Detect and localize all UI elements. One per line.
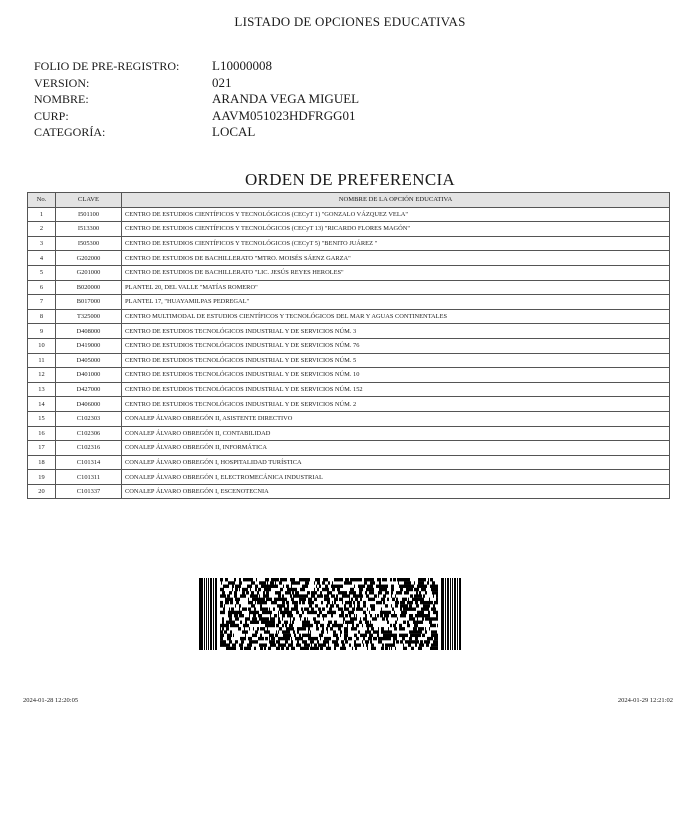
- table-row: [28, 280, 670, 295]
- row-key: D419000: [56, 338, 122, 353]
- table-row: [28, 236, 670, 251]
- column-header-no: No.: [28, 193, 56, 208]
- table-row: [28, 324, 670, 339]
- row-key: D427000: [56, 382, 122, 397]
- row-number: 15: [28, 411, 56, 426]
- table-row: [28, 222, 670, 237]
- document-title: LISTADO DE OPCIONES EDUCATIVAS: [234, 14, 466, 29]
- registration-info: [34, 58, 359, 141]
- row-option-name: CONALEP ÁLVARO OBREGÓN II, CONTABILIDAD: [122, 426, 670, 441]
- row-option-name: CONALEP ÁLVARO OBREGÓN I, HOSPITALIDAD TURÍSTICA: [122, 455, 670, 470]
- info-row-name: [34, 91, 359, 108]
- timestamp-right: 2024-01-29 12:21:02: [617, 697, 673, 704]
- row-option-name: CENTRO DE ESTUDIOS CIENTÍFICOS Y TECNOLÓGICOS (CECyT 13) "RICARDO FLORES MAGÓN": [122, 222, 670, 237]
- table-row: [28, 484, 670, 499]
- row-option-name: CONALEP ÁLVARO OBREGÓN I, ELECTROMECÁNICA INDUSTRIAL: [122, 470, 670, 485]
- info-value: L10000008: [212, 58, 272, 73]
- row-number: 14: [28, 397, 56, 412]
- table-row: [28, 470, 670, 485]
- row-option-name: CENTRO DE ESTUDIOS TECNOLÓGICOS INDUSTRIAL Y DE SERVICIOS NÚM. 10: [122, 368, 670, 383]
- row-number: 19: [28, 470, 56, 485]
- row-number: 10: [28, 338, 56, 353]
- row-key: I505300: [56, 236, 122, 251]
- table-row: [28, 368, 670, 383]
- row-number: 5: [28, 265, 56, 280]
- row-number: 13: [28, 382, 56, 397]
- row-key: C101337: [56, 484, 122, 499]
- row-key: G201000: [56, 265, 122, 280]
- row-option-name: PLANTEL 17, "HUAYAMILPAS PEDREGAL": [122, 295, 670, 310]
- table-row: [28, 397, 670, 412]
- table-row: [28, 251, 670, 266]
- row-key: C102306: [56, 426, 122, 441]
- row-key: I513300: [56, 222, 122, 237]
- row-option-name: CENTRO DE ESTUDIOS DE BACHILLERATO "MTRO. MOISÉS SÁENZ GARZA": [122, 251, 670, 266]
- preferences-table: [27, 192, 670, 499]
- table-row: [28, 207, 670, 222]
- row-number: 12: [28, 368, 56, 383]
- row-option-name: CENTRO DE ESTUDIOS TECNOLÓGICOS INDUSTRIAL Y DE SERVICIOS NÚM. 76: [122, 338, 670, 353]
- row-number: 7: [28, 295, 56, 310]
- row-option-name: CENTRO DE ESTUDIOS TECNOLÓGICOS INDUSTRIAL Y DE SERVICIOS NÚM. 3: [122, 324, 670, 339]
- row-key: C101314: [56, 455, 122, 470]
- row-option-name: CONALEP ÁLVARO OBREGÓN II, ASISTENTE DIRECTIVO: [122, 411, 670, 426]
- table-row: [28, 295, 670, 310]
- row-option-name: PLANTEL 20, DEL VALLE "MATÍAS ROMERO": [122, 280, 670, 295]
- row-number: 3: [28, 236, 56, 251]
- row-key: I501100: [56, 207, 122, 222]
- table-header-row: [28, 193, 670, 208]
- column-header-key: CLAVE: [56, 193, 122, 208]
- info-label: VERSION:: [34, 75, 90, 90]
- row-key: D401000: [56, 368, 122, 383]
- row-number: 4: [28, 251, 56, 266]
- row-number: 6: [28, 280, 56, 295]
- table-row: [28, 455, 670, 470]
- row-option-name: CENTRO DE ESTUDIOS CIENTÍFICOS Y TECNOLÓGICOS (CECyT 5) "BENITO JUÁREZ ": [122, 236, 670, 251]
- info-label: CURP:: [34, 108, 69, 123]
- info-label: FOLIO DE PRE-REGISTRO:: [34, 59, 180, 73]
- row-key: G202000: [56, 251, 122, 266]
- row-number: 18: [28, 455, 56, 470]
- info-label: NOMBRE:: [34, 92, 89, 106]
- row-option-name: CENTRO DE ESTUDIOS TECNOLÓGICOS INDUSTRIAL Y DE SERVICIOS NÚM. 2: [122, 397, 670, 412]
- timestamp-left: 2024-01-28 12:20:05: [23, 697, 79, 704]
- row-number: 11: [28, 353, 56, 368]
- preferences-table-body: [28, 207, 670, 499]
- row-key: C102316: [56, 441, 122, 456]
- table-row: [28, 265, 670, 280]
- row-key: T325000: [56, 309, 122, 324]
- row-option-name: CONALEP ÁLVARO OBREGÓN I, ESCENOTECNIA: [122, 484, 670, 499]
- row-key: D408000: [56, 324, 122, 339]
- table-row: [28, 338, 670, 353]
- preferences-title: ORDEN DE PREFERENCIA: [244, 170, 455, 189]
- row-number: 16: [28, 426, 56, 441]
- table-row: [28, 353, 670, 368]
- info-row-curp: [34, 108, 359, 125]
- info-value: LOCAL: [212, 124, 256, 139]
- row-key: B017000: [56, 295, 122, 310]
- row-number: 2: [28, 222, 56, 237]
- info-row-folio: [34, 58, 359, 75]
- row-number: 17: [28, 441, 56, 456]
- info-value: ARANDA VEGA MIGUEL: [212, 91, 360, 106]
- row-key: B020000: [56, 280, 122, 295]
- row-option-name: CENTRO DE ESTUDIOS TECNOLÓGICOS INDUSTRIAL Y DE SERVICIOS NÚM. 5: [122, 353, 670, 368]
- row-option-name: CENTRO DE ESTUDIOS CIENTÍFICOS Y TECNOLÓGICOS (CECyT 1) "GONZALO VÁZQUEZ VELA": [122, 207, 670, 222]
- info-row-version: [34, 75, 359, 92]
- row-key: C102303: [56, 411, 122, 426]
- row-number: 1: [28, 207, 56, 222]
- row-number: 9: [28, 324, 56, 339]
- table-row: [28, 309, 670, 324]
- table-row: [28, 441, 670, 456]
- row-option-name: CENTRO MULTIMODAL DE ESTUDIOS CIENTÍFICOS Y TECNOLÓGICOS DEL MAR Y AGUAS CONTINENTALES: [122, 309, 670, 324]
- row-option-name: CENTRO DE ESTUDIOS TECNOLÓGICOS INDUSTRIAL Y DE SERVICIOS NÚM. 152: [122, 382, 670, 397]
- info-row-category: [34, 124, 359, 141]
- row-key: C101311: [56, 470, 122, 485]
- row-number: 8: [28, 309, 56, 324]
- table-row: [28, 426, 670, 441]
- row-option-name: CONALEP ÁLVARO OBREGÓN II, INFORMÁTICA: [122, 441, 670, 456]
- pdf417-barcode-icon: [199, 578, 461, 650]
- column-header-name: NOMBRE DE LA OPCIÓN EDUCATIVA: [122, 193, 670, 208]
- row-number: 20: [28, 484, 56, 499]
- row-key: D405000: [56, 353, 122, 368]
- info-value: 021: [212, 74, 232, 90]
- info-label: CATEGORÍA:: [34, 125, 106, 139]
- row-key: D406000: [56, 397, 122, 412]
- row-option-name: CENTRO DE ESTUDIOS DE BACHILLERATO "LIC. JESÚS REYES HEROLES": [122, 265, 670, 280]
- table-row: [28, 411, 670, 426]
- info-value: AAVM051023HDFRGG01: [212, 107, 356, 123]
- table-row: [28, 382, 670, 397]
